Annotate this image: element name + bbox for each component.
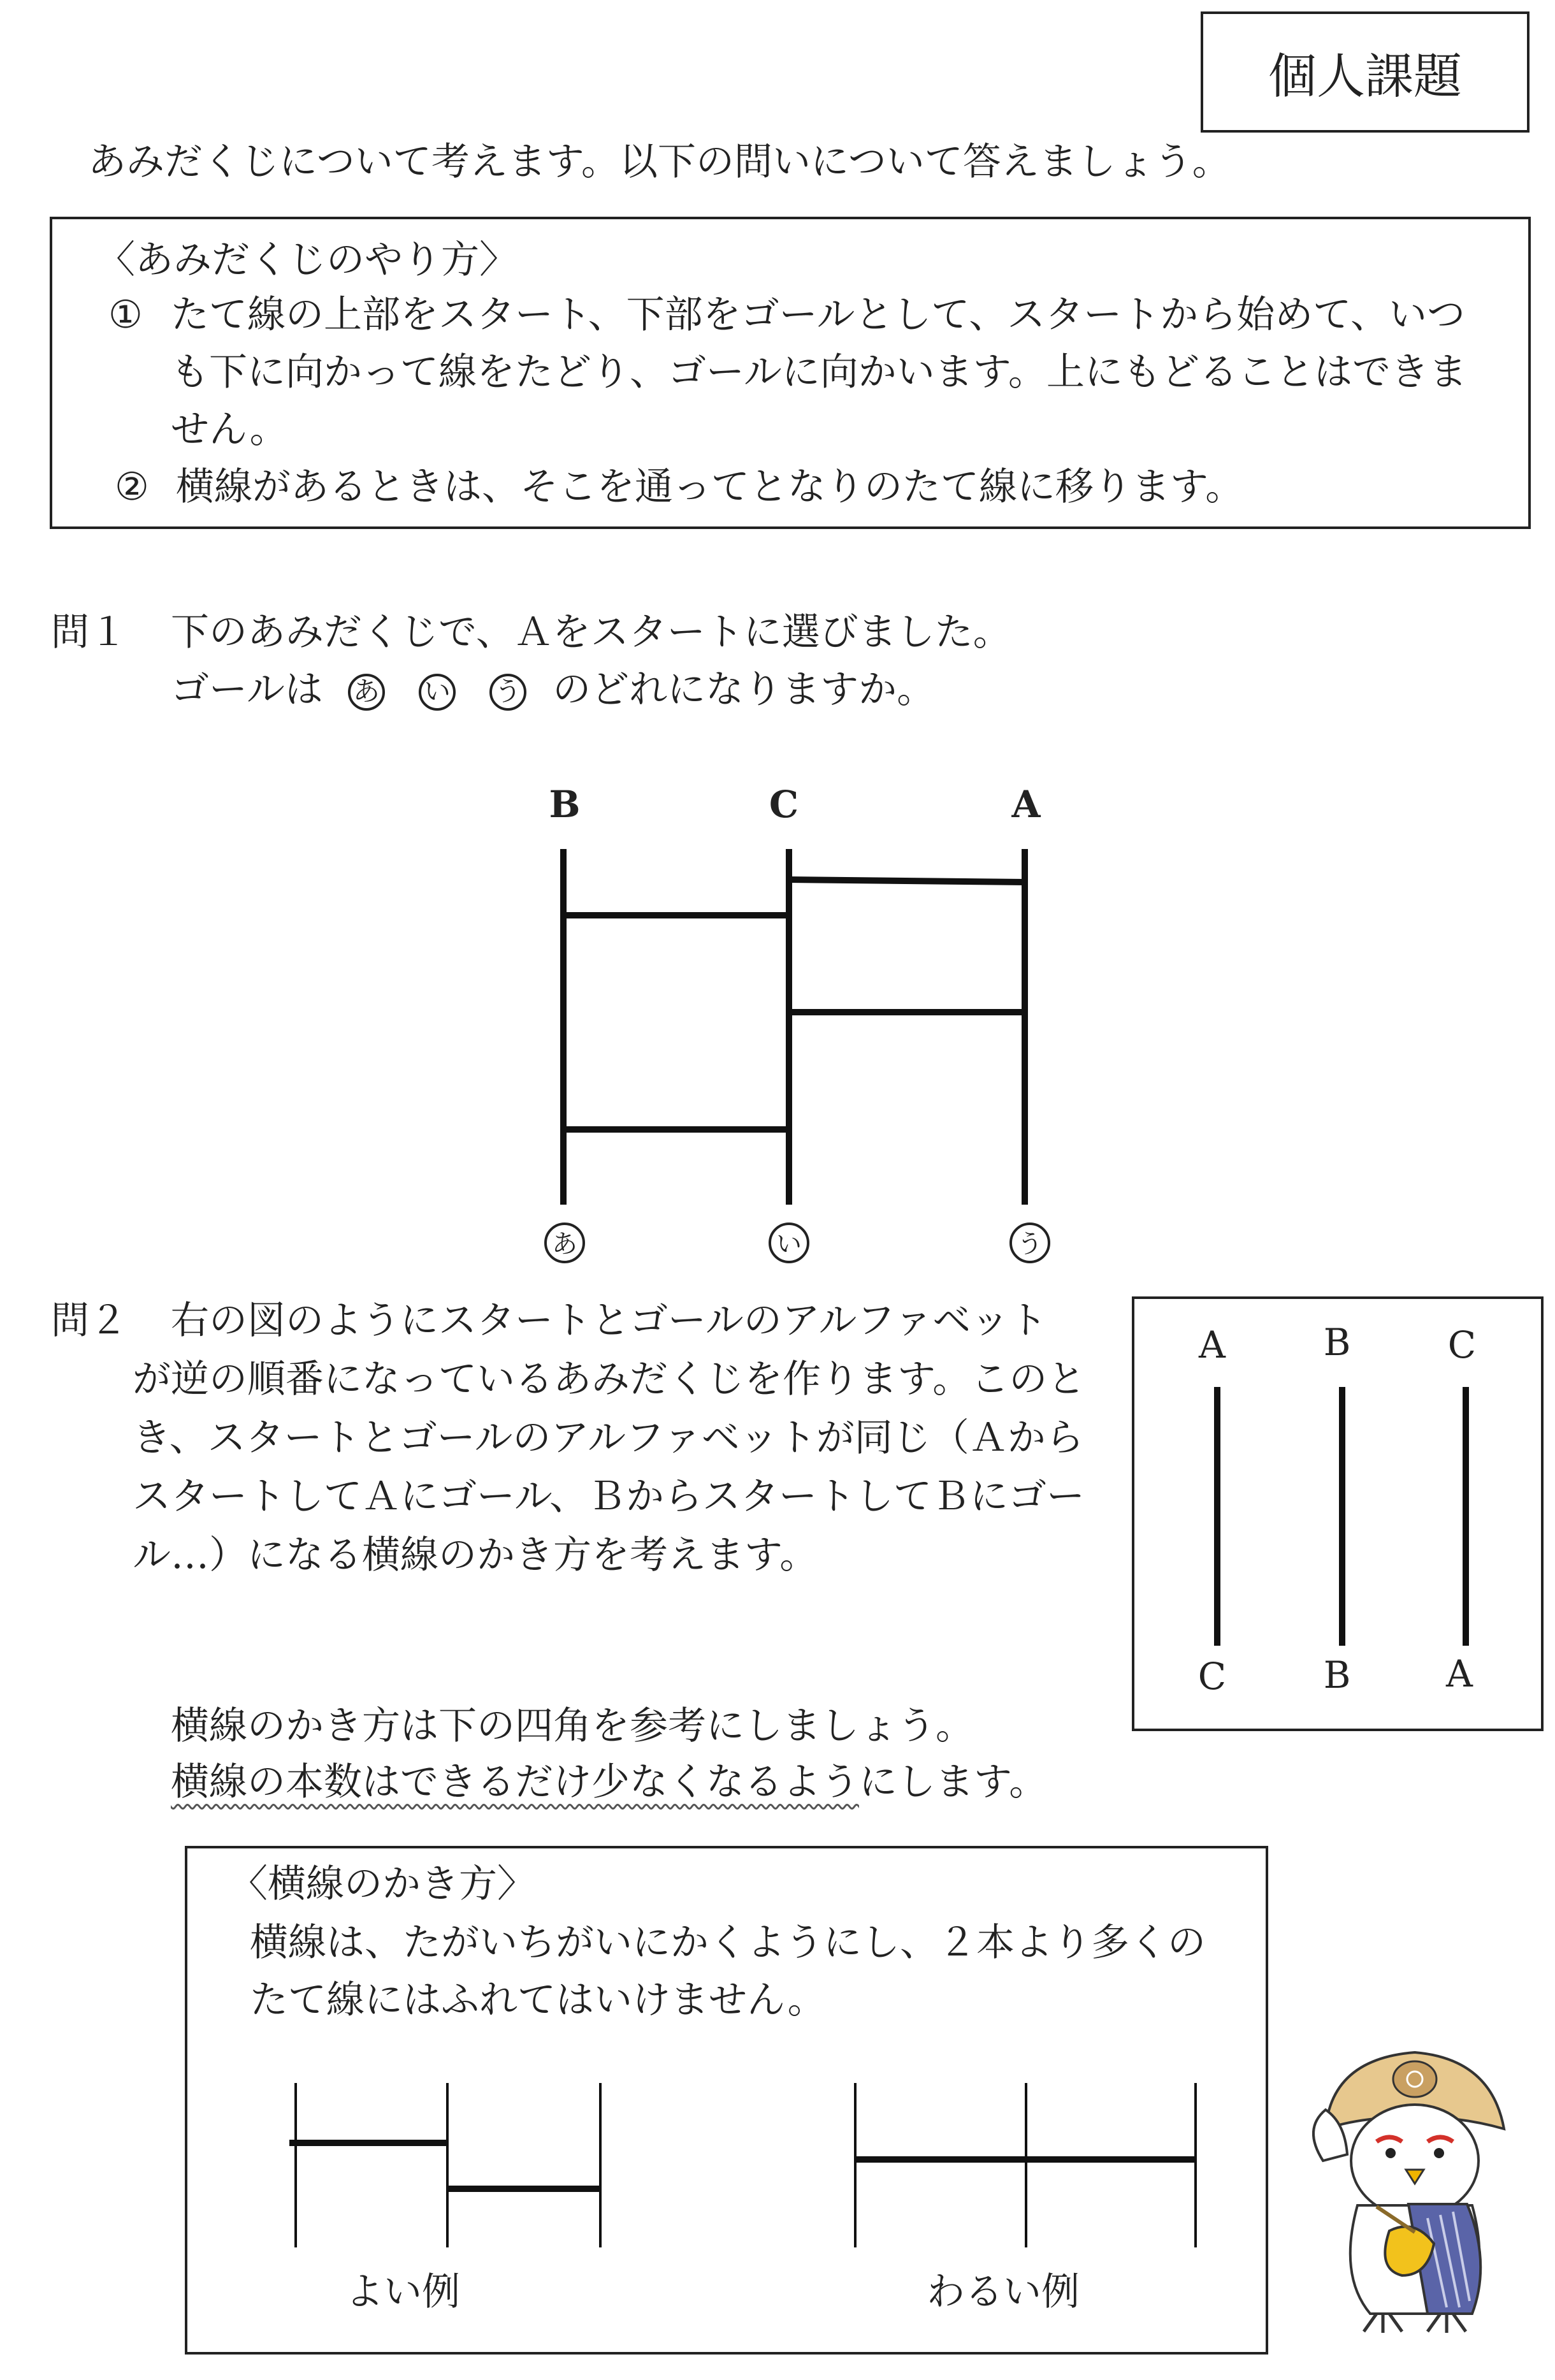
mascot-eye — [1385, 2148, 1396, 2158]
title-box — [1201, 11, 1530, 133]
page-title: 個人課題 — [1268, 48, 1462, 105]
q1-label: 問１ — [51, 610, 127, 655]
q1-line1: 下のあみだくじで、Ａをスタートに選びました。 — [171, 610, 1011, 655]
rule-1-line: せん。 — [171, 407, 288, 452]
mascot-hat-crest — [1393, 2061, 1436, 2097]
rule-1-number: ① — [108, 293, 143, 337]
q2-line: き、スタートとゴールのアルファベットが同じ（Ａから — [133, 1416, 1084, 1460]
q2-goal-label-c: C — [1197, 1655, 1227, 1698]
q2-line: ル…）になる横線のかき方を考えます。 — [133, 1533, 818, 1578]
howto-line: 横線は、たがいちがいにかくようにし、２本より多くの — [250, 1920, 1206, 1965]
q1-goal-label-u: う — [1017, 1230, 1043, 1259]
q1-goal-label-i: い — [776, 1230, 802, 1259]
rules-heading: 〈あみだくじのやり方〉 — [97, 238, 517, 282]
q1-choice-u: う — [489, 674, 526, 711]
rule-1-line: たて線の上部をスタート、下部をゴールとして、スタートから始めて、いつ — [171, 293, 1465, 337]
q2-start-label-c: C — [1447, 1323, 1477, 1367]
q1-choice-a: あ — [348, 674, 385, 711]
q2-line: スタートしてＡにゴール、ＢからスタートしてＢにゴー — [133, 1474, 1085, 1519]
q2-hint-1: 横線のかき方は下の四角を参考にしましょう。 — [171, 1704, 974, 1748]
q2-label: 問２ — [51, 1298, 127, 1343]
howto-heading: 〈横線のかき方〉 — [229, 1862, 535, 1906]
bad-example-diagram — [835, 2079, 1217, 2258]
q1-start-label-c: C — [769, 783, 799, 826]
q2-hint-2-underlined: 横線の本数はできるだけ少なくなるよう — [171, 1760, 859, 1804]
q1-goal-suffix: のどれになりますか。 — [553, 667, 936, 712]
q1-start-label-a: A — [1011, 783, 1041, 826]
q2-line: 右の図のようにスタートとゴールのアルファベット — [171, 1298, 1048, 1343]
q2-goal-label-b: B — [1323, 1653, 1351, 1697]
intro-text: あみだくじについて考えます。以下の問いについて答えましょう。 — [88, 140, 1231, 184]
good-example-label: よい例 — [345, 2270, 460, 2314]
q1-choice-i: い — [419, 674, 456, 711]
q1-start-label-b: B — [549, 783, 581, 826]
mascot-foot — [1428, 2314, 1466, 2333]
mascot-foot — [1364, 2314, 1402, 2333]
howto-line: たて線にはふれてはいけません。 — [250, 1978, 826, 2022]
rule-1-line: も下に向かって線をたどり、ゴールに向かいます。上にもどることはできま — [171, 350, 1467, 395]
q2-hint-2 — [171, 1759, 1047, 1805]
q2-start-label-b: B — [1323, 1321, 1351, 1364]
rule-2-text: 横線があるときは、そこを通ってとなりのたて線に移ります。 — [176, 465, 1244, 509]
q1-line2 — [171, 667, 935, 713]
q1-goal-prefix: ゴールは — [171, 667, 323, 712]
rule-2-number: ② — [115, 465, 149, 509]
q2-line: が逆の順番になっているあみだくじを作ります。このと — [133, 1357, 1086, 1402]
q2-amidakuji-figure — [1134, 1299, 1541, 1729]
mascot-eye — [1434, 2148, 1444, 2158]
q2-goal-label-a: A — [1446, 1652, 1473, 1695]
q2-start-label-a: A — [1199, 1323, 1226, 1367]
mascot-head — [1351, 2105, 1479, 2217]
good-example-diagram — [274, 2079, 618, 2258]
q1-rung — [789, 880, 1025, 882]
q1-amidakuji-diagram — [523, 778, 1071, 1281]
mascot-illustration — [1300, 2033, 1530, 2339]
q1-goal-label-a: あ — [552, 1230, 577, 1259]
bad-example-label: わるい例 — [927, 2270, 1080, 2314]
q2-hint-2-rest: にします。 — [859, 1760, 1048, 1804]
